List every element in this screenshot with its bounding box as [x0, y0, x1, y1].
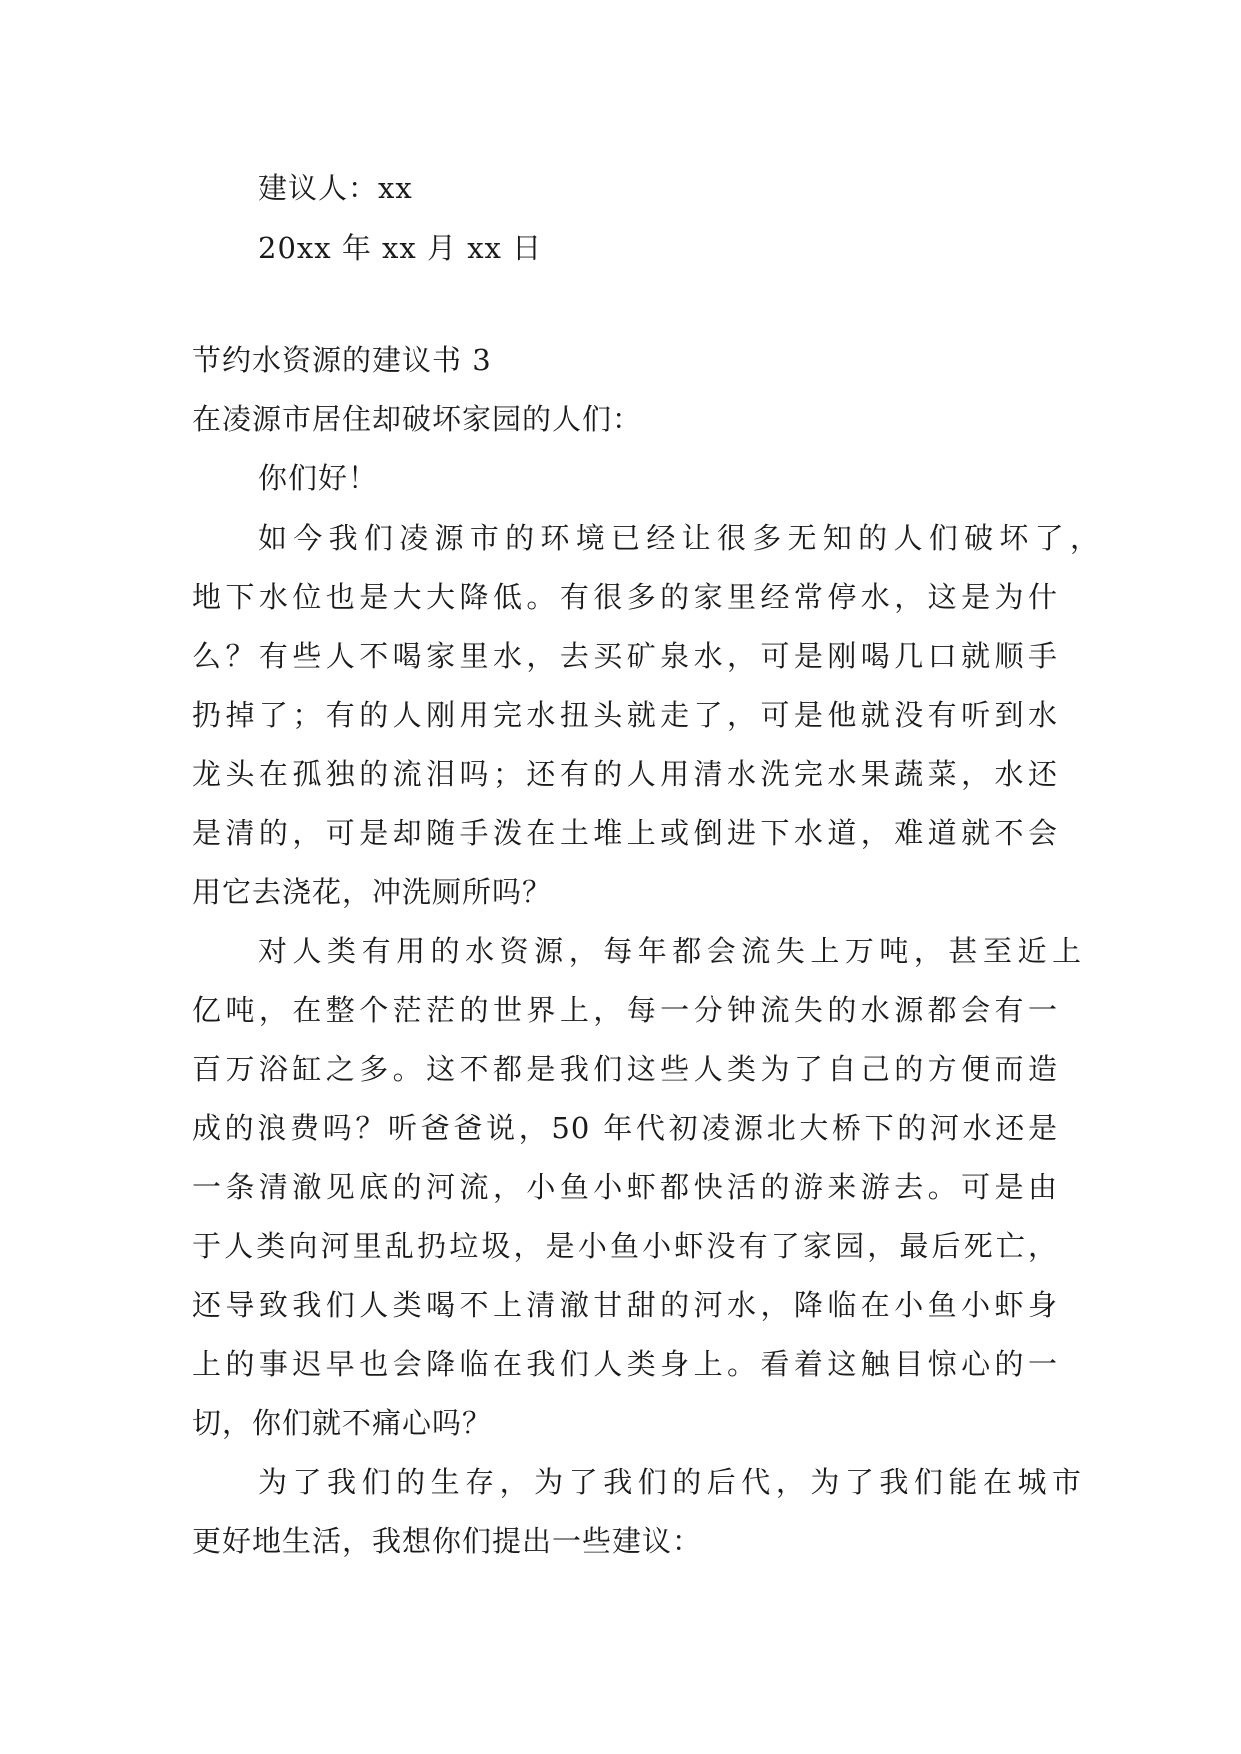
paragraph-3-line-2: 更好地生活，我想你们提出一些建议： — [192, 1524, 703, 1558]
paragraph-2-line-5: 一条清澈见底的河流，小鱼小虾都快活的游来游去。可是由 — [192, 1170, 1058, 1204]
paragraph-1-line-2: 地下水位也是大大降低。有很多的家里经常停水，这是为什 — [192, 580, 1058, 614]
paragraph-2-line-7: 还导致我们人类喝不上清澈甘甜的河水，降临在小鱼小虾身 — [192, 1288, 1058, 1322]
paragraph-1-line-5: 龙头在孤独的流泪吗；还有的人用清水洗完水果蔬菜，水还 — [192, 757, 1058, 791]
paragraph-2-line-3: 百万浴缸之多。这不都是我们这些人类为了自己的方便而造 — [192, 1052, 1058, 1086]
date-line: 20xx 年 xx 月 xx 日 — [258, 231, 543, 265]
paragraph-2-line-2: 亿吨，在整个茫茫的世界上，每一分钟流失的水源都会有一 — [192, 993, 1058, 1027]
paragraph-2-line-4: 成的浪费吗？听爸爸说，50 年代初凌源北大桥下的河水还是 — [192, 1111, 1058, 1145]
paragraph-1-line-3: 么？有些人不喝家里水，去买矿泉水，可是刚喝几口就顺手 — [192, 639, 1058, 673]
paragraph-1-line-1: 如今我们凌源市的环境已经让很多无知的人们破坏了， — [258, 521, 1100, 555]
paragraph-1-line-7: 用它去浇花，冲洗厕所吗？ — [192, 875, 553, 909]
paragraph-2-line-6: 于人类向河里乱扔垃圾，是小鱼小虾没有了家园，最后死亡， — [192, 1229, 1058, 1263]
paragraph-1-line-6: 是清的，可是却随手泼在土堆上或倒进下水道，难道就不会 — [192, 816, 1058, 850]
paragraph-1-line-4: 扔掉了；有的人刚用完水扭头就走了，可是他就没有听到水 — [192, 698, 1058, 732]
paragraph-2-line-8: 上的事迟早也会降临在我们人类身上。看着这触目惊心的一 — [192, 1347, 1058, 1381]
paragraph-2-line-9: 切，你们就不痛心吗？ — [192, 1406, 493, 1440]
paragraph-2-line-1: 对人类有用的水资源，每年都会流失上万吨，甚至近上 — [258, 934, 1082, 968]
greeting-line: 你们好！ — [258, 461, 379, 495]
addressee-line: 在凌源市居住却破坏家园的人们： — [192, 402, 643, 436]
section-title: 节约水资源的建议书 3 — [192, 343, 492, 377]
proposer-line: 建议人：xx — [258, 171, 413, 205]
paragraph-3-line-1: 为了我们的生存，为了我们的后代，为了我们能在城市 — [258, 1465, 1082, 1499]
